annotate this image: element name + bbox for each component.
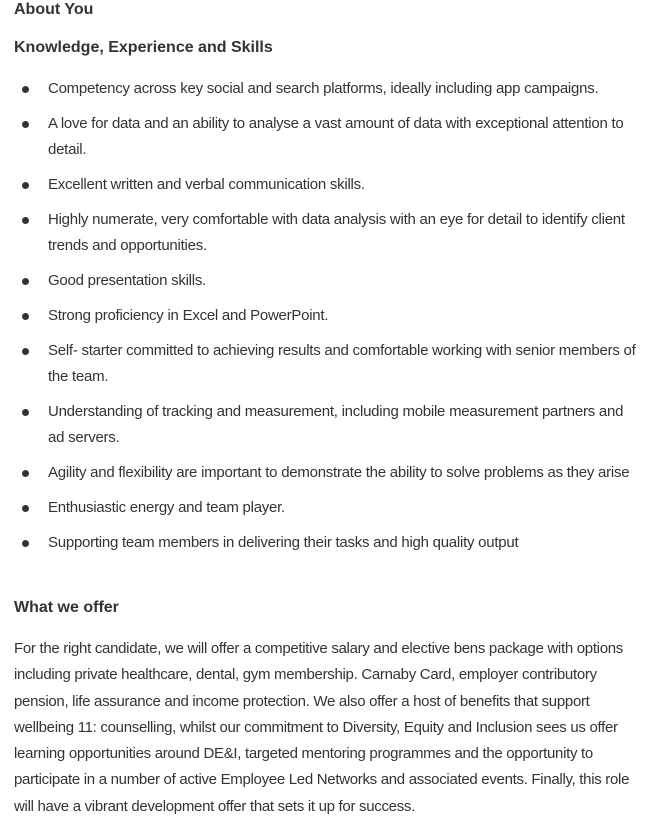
skills-list	[14, 76, 640, 565]
skills-heading: Knowledge, Experience and Skills	[14, 39, 273, 56]
bullet-icon	[22, 86, 29, 93]
list-item	[14, 460, 640, 486]
skill-text: Enthusiastic energy and team player.	[48, 499, 285, 516]
bullet-icon	[22, 470, 29, 477]
offer-paragraph: For the right candidate, we will offer a competitive salary and elective bens package with options including private healthcare, dental, gym membership. Carnaby Card, employer contributory pension, life assurance and income protection. We also offer a host of benefits that support wellbeing 11: counselling, whilst our commitment to Diversity, Equity and Inclusion sees us offer learning opportunities around DE&I, targeted mentoring programmes and the opportunity to participate in a number of active Employee Led Networks and associated events. Finally, this role will have a vibrant development offer that sets it up for success.	[14, 640, 630, 815]
skill-text: A love for data and an ability to analyse a vast amount of data with exceptional attention to detail.	[48, 115, 624, 158]
skill-text: Excellent written and verbal communication skills.	[48, 176, 365, 193]
bullet-icon	[22, 505, 29, 512]
about-you-heading: About You	[14, 1, 94, 18]
list-item	[14, 111, 640, 163]
skill-text: Strong proficiency in Excel and PowerPoint.	[48, 307, 329, 324]
list-item	[14, 495, 640, 521]
skill-text: Self- starter committed to achieving results and comfortable working with senior members of the team.	[48, 342, 636, 385]
bullet-icon	[22, 217, 29, 224]
skill-text: Agility and flexibility are important to demonstrate the ability to solve problems as they arise	[48, 464, 630, 481]
bullet-icon	[22, 121, 29, 128]
skill-text: Good presentation skills.	[48, 272, 207, 289]
skill-text: Understanding of tracking and measurement, including mobile measurement partners and ad servers.	[48, 403, 624, 446]
bullet-icon	[22, 313, 29, 320]
skill-text: Competency across key social and search platforms, ideally including app campaigns.	[48, 80, 599, 97]
bullet-icon	[22, 409, 29, 416]
list-item	[14, 399, 640, 451]
list-item	[14, 172, 640, 198]
bullet-icon	[22, 278, 29, 285]
list-item	[14, 76, 640, 102]
list-item	[14, 207, 640, 259]
list-item	[14, 268, 640, 294]
what-we-offer-heading: What we offer	[14, 599, 119, 616]
skill-text: Highly numerate, very comfortable with data analysis with an eye for detail to identify client trends and opportunities.	[48, 211, 625, 254]
list-item	[14, 303, 640, 329]
bullet-icon	[22, 182, 29, 189]
list-item	[14, 530, 640, 556]
skill-text: Supporting team members in delivering their tasks and high quality output	[48, 534, 519, 551]
bullet-icon	[22, 348, 29, 355]
list-item	[14, 338, 640, 390]
bullet-icon	[22, 540, 29, 547]
